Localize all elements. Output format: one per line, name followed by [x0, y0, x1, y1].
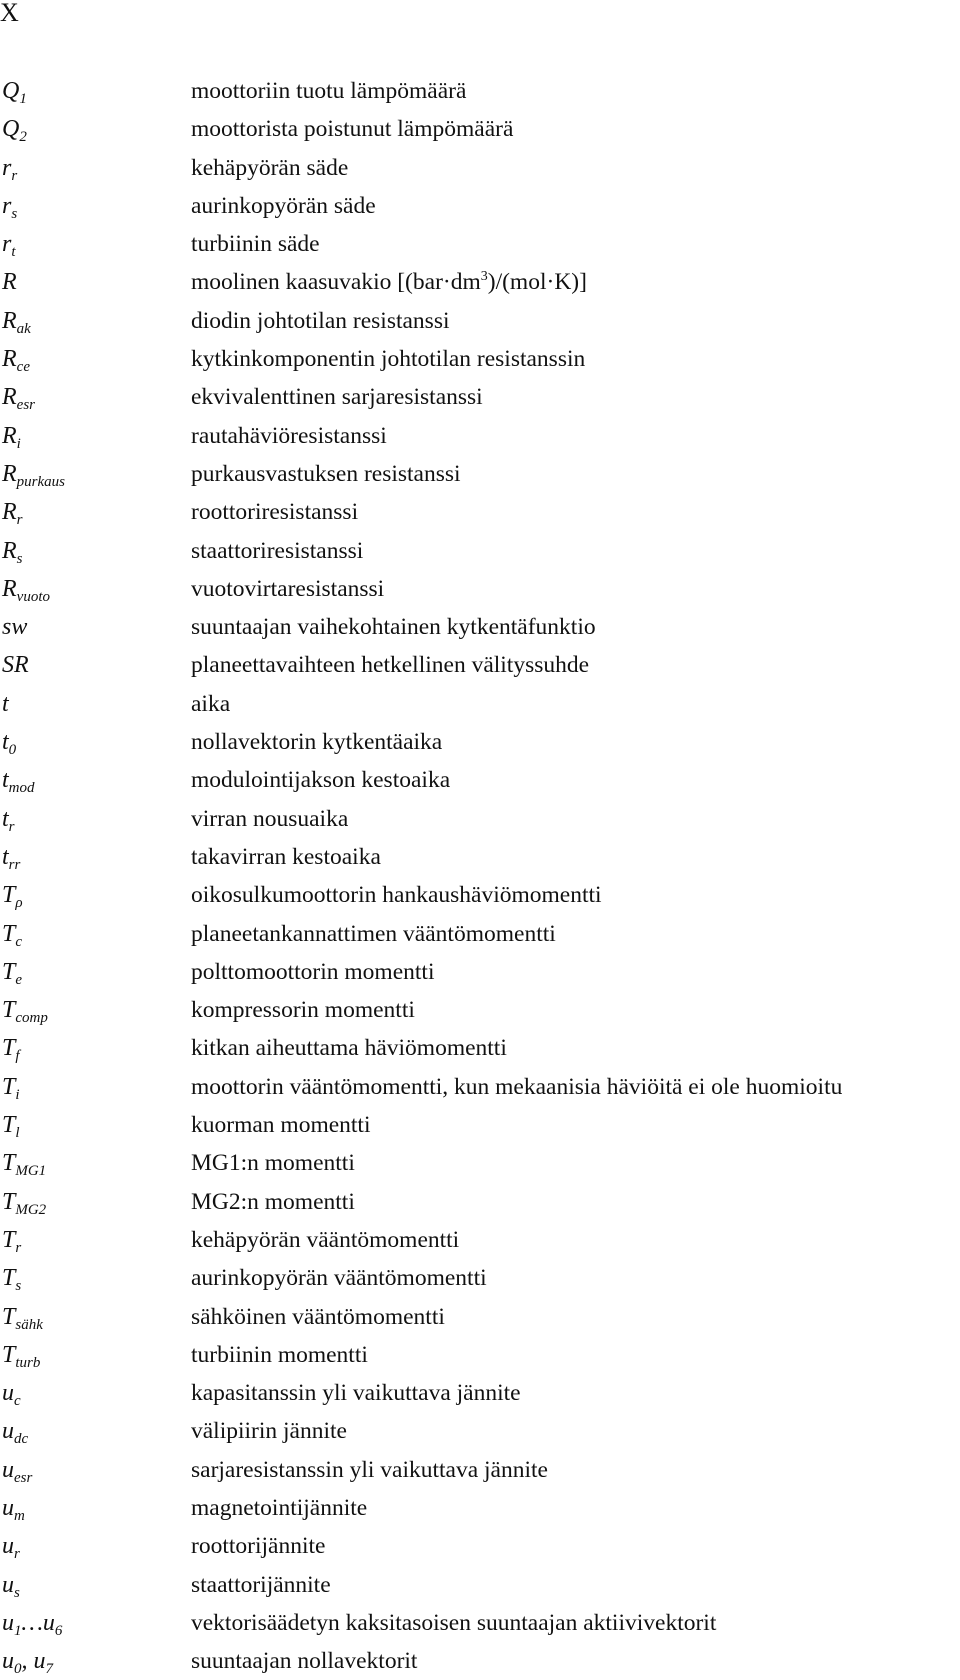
list-item [0, 149, 960, 187]
symbol [2, 1068, 20, 1106]
list-item [0, 417, 960, 455]
symbol-subscript: 2 [19, 129, 27, 146]
symbol-description: staattorijännite [191, 1571, 331, 1598]
symbol-description: magnetointijännite [191, 1494, 368, 1521]
symbol-subscript: ce [16, 359, 30, 376]
symbol [2, 1374, 21, 1412]
symbol-subscript: mod [8, 780, 35, 797]
symbol-main: Q [2, 78, 20, 104]
list-item [0, 225, 960, 263]
symbol-subscript: 0 [14, 1661, 22, 1678]
list-item [0, 72, 960, 110]
symbol-subscript: r [14, 1546, 20, 1563]
list-item [0, 1374, 960, 1412]
list-item [0, 991, 960, 1029]
symbol-main: T [2, 1341, 16, 1368]
symbol-main: u [2, 1494, 14, 1521]
list-item [0, 1298, 960, 1336]
list-item [0, 187, 960, 225]
symbol [2, 1183, 46, 1221]
symbol-description: modulointijakson kestoaika [191, 767, 451, 794]
symbol-main: u [2, 1571, 14, 1598]
symbol-subscript: s [14, 1584, 20, 1601]
symbol [2, 1336, 40, 1374]
symbol-subscript: ρ [15, 895, 23, 912]
symbol-main: t [2, 767, 9, 794]
symbol-main: R [2, 346, 17, 373]
symbol [2, 263, 17, 301]
symbol-main: T [2, 882, 16, 909]
symbol-description: kytkinkomponentin johtotilan resistanssin [191, 346, 586, 373]
symbol [2, 1489, 25, 1527]
list-item [0, 1029, 960, 1067]
symbol [2, 685, 9, 723]
symbol-main: T [2, 1073, 16, 1100]
symbol-description: kitkan aiheuttama häviömomentti [191, 1035, 507, 1062]
symbol-main: T [2, 1150, 16, 1177]
symbol [2, 570, 50, 608]
symbol-subscript: f [15, 1048, 20, 1065]
symbol [2, 800, 15, 838]
symbol-subscript: MG1 [15, 1163, 47, 1180]
symbol-description: roottorijännite [191, 1533, 326, 1560]
symbol-subscript: esr [14, 1469, 33, 1486]
symbol-description: suuntaajan vaihekohtainen kytkentäfunktio [191, 614, 596, 641]
symbol-subscript: r [8, 818, 15, 835]
symbol-main: r [2, 192, 12, 219]
symbol-subscript: vuoto [16, 588, 50, 605]
symbol [2, 417, 21, 455]
symbol [2, 302, 31, 340]
symbol [2, 876, 23, 914]
symbol-main: R [2, 384, 17, 411]
symbol-main: SR [2, 652, 29, 679]
description-superscript: 3 [480, 269, 488, 285]
symbol-main: R [2, 499, 17, 526]
symbol-main: T [2, 1265, 16, 1292]
symbol [2, 1566, 20, 1604]
symbol-subscript: comp [15, 1010, 48, 1027]
symbol [2, 455, 65, 493]
list-item [0, 1183, 960, 1221]
list-item [0, 1336, 960, 1374]
symbol-main: T [2, 1226, 16, 1253]
symbol [2, 149, 17, 187]
symbol-description: turbiinin säde [191, 231, 320, 258]
symbol-description: turbiinin momentti [191, 1341, 368, 1368]
symbol-main: R [2, 269, 17, 296]
symbol-main: R [2, 307, 17, 334]
symbol-description: nollavektorin kytkentäaika [191, 729, 443, 756]
list-item [0, 608, 960, 646]
symbol-subscript: ak [16, 320, 31, 337]
symbol-description: purkausvastuksen resistanssi [191, 460, 461, 487]
symbol [2, 187, 17, 225]
list-item [0, 1642, 960, 1680]
symbol-description: aurinkopyörän säde [191, 192, 376, 219]
symbol-description: sähköinen vääntömomentti [191, 1303, 445, 1330]
symbol-description: diodin johtotilan resistanssi [191, 307, 450, 334]
symbol [2, 532, 23, 570]
symbol [2, 110, 27, 148]
description-text: moolinen kaasuvakio [(bar·dm [191, 269, 481, 296]
symbol-main: T [2, 1188, 16, 1215]
symbol-subscript: r [16, 512, 23, 529]
symbol [2, 1642, 53, 1680]
symbol-main: sw [2, 614, 28, 641]
symbol-subscript: s [11, 205, 18, 222]
list-item [0, 915, 960, 953]
list-item [0, 302, 960, 340]
symbol [2, 953, 22, 991]
symbol-description: rautahäviöresistanssi [191, 422, 387, 449]
symbol-main: Q [2, 116, 20, 143]
symbol-main: R [2, 422, 17, 449]
symbol-main: T [2, 920, 16, 947]
symbol-description: planeetankannattimen vääntömomentti [191, 920, 556, 947]
symbol [2, 1298, 43, 1336]
symbol-subscript: r [11, 167, 18, 184]
symbol-main: R [2, 460, 17, 487]
symbol-main: r [2, 154, 12, 181]
symbol-main: t [2, 729, 9, 756]
symbol-main: u [2, 1418, 14, 1445]
symbol-main: r [2, 231, 12, 258]
symbol [2, 340, 30, 378]
symbol-subscript: m [14, 1507, 25, 1524]
list-item [0, 1068, 960, 1106]
list-item [0, 646, 960, 684]
list-item [0, 1106, 960, 1144]
section-letter-heading: X [0, 0, 19, 27]
symbol-description: virran nousuaika [191, 805, 349, 832]
symbol-description: moottorin vääntömomentti, kun mekaanisia häviöitä ei ole huomioitu [191, 1073, 843, 1100]
symbol-main: t [2, 690, 9, 717]
list-item [0, 110, 960, 148]
symbol-subscript-end: 6 [54, 1622, 63, 1639]
symbol-description: MG1:n momentti [191, 1150, 355, 1177]
list-item [0, 570, 960, 608]
symbol-main: T [2, 1112, 16, 1139]
symbol-description: vuotovirtaresistanssi [191, 575, 385, 602]
symbol-subscript: dc [14, 1431, 29, 1448]
symbol-subscript: e [15, 971, 23, 988]
symbol-main: R [2, 575, 17, 602]
symbol-subscript: 0 [8, 742, 17, 759]
symbol-description: sarjaresistanssin yli vaikuttava jännite [191, 1456, 548, 1483]
symbol [2, 493, 23, 531]
list-item [0, 1604, 960, 1642]
symbol-subscript: i [16, 435, 21, 452]
symbol-description: välipiirin jännite [191, 1418, 347, 1445]
symbol [2, 1604, 62, 1642]
list-item [0, 532, 960, 570]
symbol-description: oikosulkumoottorin hankaushäviömomentti [191, 882, 602, 909]
symbol [2, 1144, 46, 1182]
symbol-subscript: MG2 [15, 1201, 47, 1218]
symbol [2, 1527, 20, 1565]
list-item [0, 1451, 960, 1489]
symbol [2, 1106, 20, 1144]
symbol-main: t [2, 805, 9, 832]
symbol-main: u [2, 1533, 14, 1560]
symbol-main: u [2, 1456, 14, 1483]
symbol-main: u [2, 1380, 14, 1407]
symbol-description: kehäpyörän vääntömomentti [191, 1226, 460, 1253]
symbol-description: vektorisäädetyn kaksitasoisen suuntaajan aktiivivektorit [191, 1609, 717, 1636]
symbol-subscript: i [15, 1086, 20, 1103]
symbol-description: kompressorin momentti [191, 997, 415, 1024]
symbol-description [191, 263, 587, 301]
list-item [0, 876, 960, 914]
symbol-definition-list [0, 72, 960, 1680]
symbol [2, 761, 35, 799]
symbol-subscript: r [15, 1239, 22, 1256]
symbol-description: suuntaajan nollavektorit [191, 1648, 418, 1675]
list-item [0, 493, 960, 531]
symbol [2, 991, 48, 1029]
symbol-subscript: l [15, 1125, 20, 1142]
symbol [2, 1451, 32, 1489]
symbol [2, 915, 22, 953]
list-item [0, 1489, 960, 1527]
symbol-subscript: turb [15, 1354, 41, 1371]
list-item [0, 455, 960, 493]
symbol-description: staattoriresistanssi [191, 537, 364, 564]
list-item [0, 1144, 960, 1182]
symbol-subscript: 1 [19, 91, 27, 107]
symbol [2, 1029, 20, 1067]
symbol-description: aurinkopyörän vääntömomentti [191, 1265, 487, 1292]
symbol-subscript: esr [16, 397, 36, 414]
symbol-description: takavirran kestoaika [191, 843, 381, 870]
symbol [2, 838, 20, 876]
list-item [0, 1221, 960, 1259]
symbol [2, 378, 35, 416]
symbol-subscript: purkaus [16, 473, 66, 490]
symbol-description: ekvivalenttinen sarjaresistanssi [191, 384, 483, 411]
list-item [0, 761, 960, 799]
symbol-main: T [2, 1035, 16, 1062]
symbol-description: moottoriin tuotu lämpömäärä [191, 78, 467, 104]
symbol-subscript-end: 7 [45, 1661, 53, 1678]
symbol-main: T [2, 1303, 16, 1330]
list-item [0, 723, 960, 761]
list-item [0, 953, 960, 991]
symbol [2, 608, 27, 646]
symbol-main: T [2, 997, 16, 1024]
symbol-subscript: s [15, 1278, 22, 1295]
symbol-main: R [2, 537, 17, 564]
symbol-description: aika [191, 690, 231, 717]
list-item [0, 685, 960, 723]
list-item [0, 1259, 960, 1297]
symbol-subscript: s [16, 550, 23, 567]
symbol-description: kehäpyörän säde [191, 154, 349, 181]
symbol-subscript: sähk [15, 1316, 43, 1333]
symbol-main: T [2, 958, 16, 985]
symbol [2, 72, 27, 110]
symbol-subscript: rr [8, 856, 21, 873]
list-item [0, 263, 960, 301]
symbol-subscript: 1 [14, 1622, 22, 1639]
symbol-main: u [2, 1648, 14, 1675]
symbol [2, 1259, 21, 1297]
symbol [2, 1221, 21, 1259]
symbol-description: polttomoottorin momentti [191, 958, 435, 985]
symbol-description: kuorman momentti [191, 1112, 371, 1139]
list-item [0, 800, 960, 838]
symbol-main: u [2, 1609, 14, 1636]
list-item [0, 838, 960, 876]
symbol-continuation: …u [21, 1609, 55, 1636]
symbol-description: MG2:n momentti [191, 1188, 355, 1215]
symbol [2, 723, 16, 761]
list-item [0, 1527, 960, 1565]
symbol-description: planeettavaihteen hetkellinen välityssuhde [191, 652, 590, 679]
description-text-end: )/(mol·K)] [487, 269, 587, 296]
symbol-main: t [2, 843, 9, 870]
list-item [0, 378, 960, 416]
symbol-description: roottoriresistanssi [191, 499, 359, 526]
symbol-description: moottorista poistunut lämpömäärä [191, 116, 514, 143]
symbol-continuation: , u [21, 1648, 46, 1675]
symbol-description: kapasitanssin yli vaikuttava jännite [191, 1380, 521, 1407]
list-item [0, 1412, 960, 1450]
symbol-subscript: t [11, 244, 16, 261]
symbol [2, 225, 16, 263]
symbol [2, 646, 29, 684]
list-item [0, 1566, 960, 1604]
symbol-subscript: c [14, 1393, 21, 1410]
symbol [2, 1412, 28, 1450]
symbol-subscript: c [15, 933, 23, 950]
list-item [0, 340, 960, 378]
